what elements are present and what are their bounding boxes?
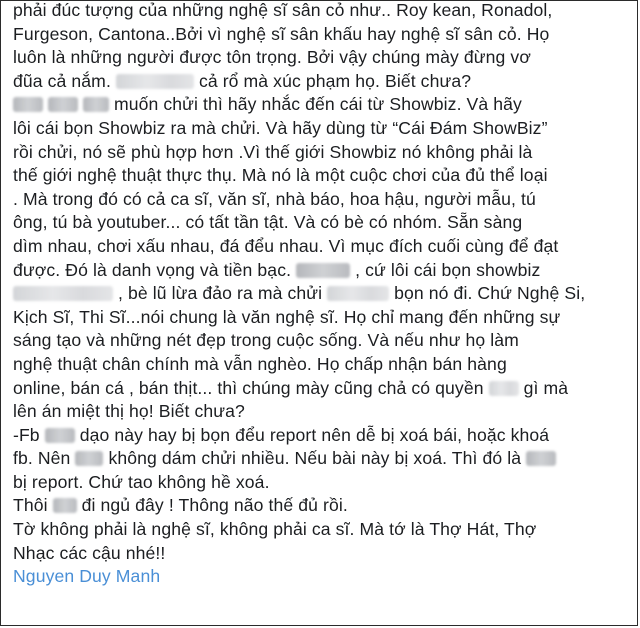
post-line [13, 518, 633, 542]
post-body-text [13, 1, 633, 589]
post-line [13, 93, 633, 117]
post-text: , bè lũ lừa đảo ra mà chửi [118, 283, 323, 304]
post-line [13, 306, 633, 330]
post-text: cả rổ mà xúc phạm họ. Biết chưa? [198, 70, 472, 91]
post-text: ông, tú bà youtuber... có tất tần tật. Và có bè có nhóm. Sẵn sàng [13, 212, 523, 233]
censored-word-blur [116, 74, 194, 89]
post-line [13, 329, 633, 353]
post-line [13, 235, 633, 259]
post-line [13, 141, 633, 165]
post-line [13, 0, 633, 23]
censored-word-blur [296, 263, 350, 278]
censored-word-blur [53, 498, 77, 513]
post-text: lôi cái bọn Showbiz ra mà chửi. Và hãy dùng từ “Cái Đám ShowBiz” [13, 117, 548, 138]
censored-word-blur [327, 286, 389, 301]
post-line [13, 23, 633, 47]
post-text: không dám chửi nhiều. Nếu bài này bị xoá. Thì đó là [108, 448, 522, 469]
post-line [13, 117, 633, 141]
post-text: luôn là những người được tôn trọng. Bởi vậy chúng mày đừng vơ [13, 47, 531, 68]
post-text: Kịch Sĩ, Thi Sĩ...nói chung là văn nghệ sĩ. Họ chỉ mang đến những sự [13, 306, 561, 327]
post-text: Tờ không phải là nghệ sĩ, không phải ca sĩ. Mà tớ là Thợ Hát, Thợ [13, 519, 537, 540]
post-line [13, 282, 633, 306]
post-text: bọn nó đi. Chứ Nghệ Si, [394, 283, 586, 304]
post-text: fb. Nên [13, 448, 71, 469]
post-text: muốn chửi thì hãy nhắc đến cái từ Showbiz. Và hãy [114, 94, 522, 115]
post-line [13, 400, 633, 424]
post-text: , cứ lôi cái bọn showbiz [355, 259, 541, 280]
post-text: thế giới nghệ thuật thực thụ. Mà nó là một cuộc chơi của đủ thể loại [13, 165, 548, 186]
post-line [13, 259, 633, 283]
post-text: online, bán cá , bán thịt... thì chúng mày cũng chả có quyền [13, 377, 484, 398]
post-line [13, 494, 633, 518]
post-text: dạo này hay bị bọn đểu report nên dễ bị xoá bái, hoặc khoá [79, 424, 550, 445]
post-text: phải đúc tượng của những nghệ sĩ sân cỏ như.. Roy kean, Ronadol, [13, 0, 553, 20]
censored-word-blur [83, 97, 109, 112]
post-text: nghệ thuật chân chính mà vẫn nghèo. Họ chấp nhận bán hàng [13, 353, 507, 374]
post-text: lên án miệt thị họ! Biết chưa? [13, 401, 245, 422]
censored-word-blur [48, 97, 78, 112]
post-line [13, 353, 633, 377]
post-text: sáng tạo và những nét đẹp trong cuộc sống. Và nếu như họ làm [13, 330, 519, 351]
post-text: được. Đó là danh vọng và tiền bạc. [13, 259, 292, 280]
author-name-link[interactable]: Nguyen Duy Manh [13, 566, 161, 587]
post-text: bị report. Chứ tao không hề xoá. [13, 471, 270, 492]
post-text: đi ngủ đây ! Thông não thế đủ rồi. [81, 495, 348, 516]
post-line [13, 211, 633, 235]
censored-word-blur [45, 428, 75, 443]
post-line [13, 542, 633, 566]
author-line [13, 565, 633, 589]
post-text: . Mà trong đó có cả ca sĩ, văn sĩ, nhà báo, hoa hậu, người mẫu, tú [13, 188, 536, 209]
censored-word-blur [489, 381, 519, 396]
post-text: đũa cả nắm. [13, 70, 111, 91]
post-line [13, 188, 633, 212]
post-line [13, 70, 633, 94]
post-text: Thôi [13, 495, 48, 516]
post-line [13, 164, 633, 188]
censored-word-blur [526, 451, 556, 466]
censored-word-blur [13, 97, 43, 112]
post-line [13, 447, 633, 471]
post-text: dìm nhau, chơi xấu nhau, đá đểu nhau. Vì mục đích cuối cùng để đạt [13, 235, 559, 256]
post-text: Nhạc các cậu nhé!! [13, 542, 166, 563]
post-line [13, 424, 633, 448]
censored-word-blur [75, 451, 103, 466]
post-text: -Fb [13, 424, 40, 445]
censored-word-blur [13, 286, 113, 301]
post-text: Furgeson, Cantona..Bởi vì nghệ sĩ sân khấu hay nghệ sĩ sân cỏ. Họ [13, 23, 550, 44]
post-line [13, 46, 633, 70]
post-line [13, 377, 633, 401]
post-text: gì mà [523, 377, 569, 398]
post-text: rồi chửi, nó sẽ phù hợp hơn .Vì thế giới Showbiz nó không phải là [13, 141, 533, 162]
post-line [13, 471, 633, 495]
